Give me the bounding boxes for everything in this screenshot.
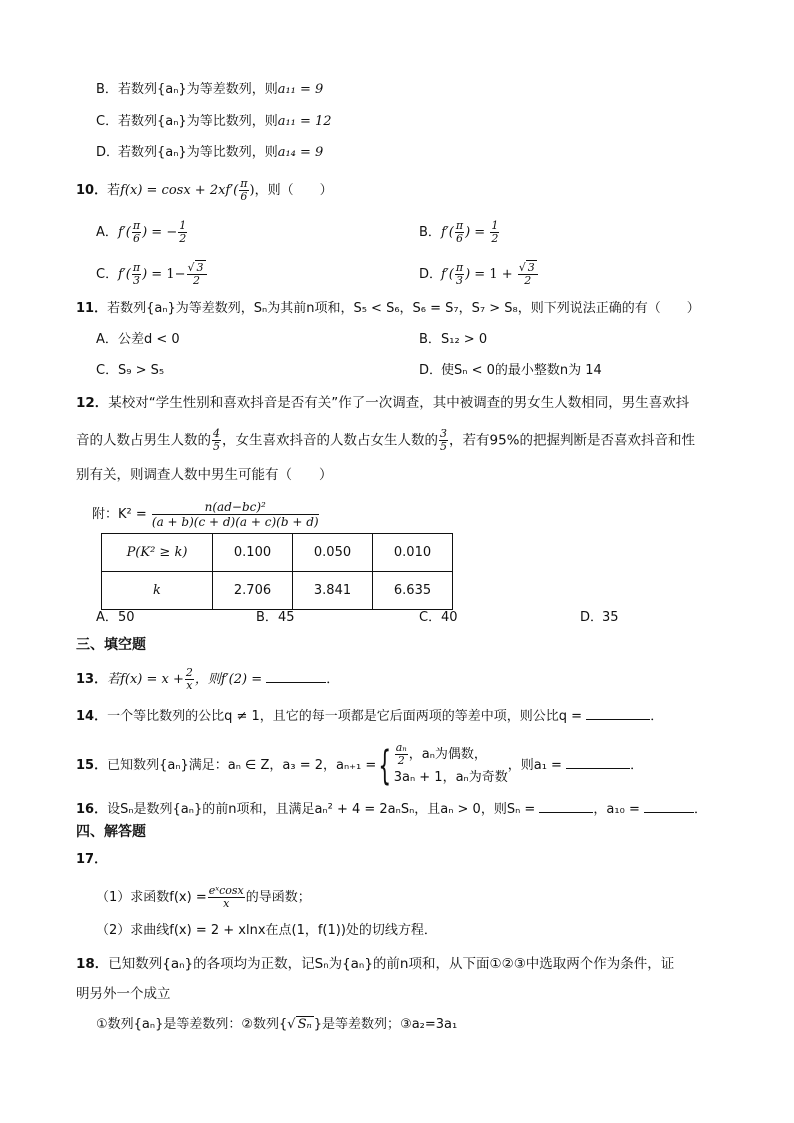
q18-line2: 明另外一个成立 bbox=[76, 986, 171, 1002]
q14: 14．一个等比数列的公比q ≠ 1，且它的每一项都是它后面两项的等差中项，则公比q = ． bbox=[76, 705, 663, 726]
answer-blank[interactable] bbox=[586, 705, 650, 720]
q9-option-d: D．若数列{aₙ}为等比数列，则a₁₄ = 9 bbox=[96, 145, 324, 160]
q11-option-d: D．使Sₙ < 0的最小整数n为 14 bbox=[419, 363, 602, 378]
table-row: P(K² ≥ k) 0.100 0.050 0.010 bbox=[102, 534, 453, 572]
answer-blank-sn[interactable] bbox=[539, 798, 593, 813]
q12-line3: 别有关，则调查人数中男生可能有（ ） bbox=[76, 467, 333, 483]
q18-conditions: ①数列{aₙ}是等差数列：②数列{√ Sₙ }是等差数列；③a₂=3a₁ bbox=[96, 1017, 458, 1032]
section-heading-fill-in: 三、填空题 bbox=[76, 637, 146, 653]
q12-option-d: D．35 bbox=[580, 610, 619, 625]
q12-line1: 12．某校对“学生性别和喜欢抖音是否有关”作了一次调查，其中被调查的男女生人数相同，男生喜欢抖 bbox=[76, 395, 690, 411]
k2-critical-value-table bbox=[101, 533, 453, 610]
q17-part1: （1）求函数f(x) = $\frac{\text{eˣcosx}}{x}$ 的导函数； bbox=[96, 884, 311, 910]
q17-part2: （2）求曲线f(x) = 2 + xlnx在点(1，f(1))处的切线方程． bbox=[96, 923, 437, 938]
q17-number: 17． bbox=[76, 852, 108, 867]
q9-option-c: C．若数列{aₙ}为等比数列，则a₁₁ = 12 bbox=[96, 114, 332, 129]
q13: 13．若f(x) = x + $\frac{2}{x}$ ，则f′(2) = ． bbox=[76, 666, 340, 692]
answer-blank-a10[interactable] bbox=[644, 798, 694, 813]
q12-option-a: A．50 bbox=[96, 610, 135, 625]
q15: 15．已知数列{aₙ}满足：aₙ ∈ Z，a₃ = 2，aₙ₊₁ ={ $\frac{\text{aₙ}}{2}$ ，aₙ为偶数， 3aₙ + 1，aₙ为奇数 ，则a₁ = ． bbox=[76, 741, 644, 789]
q10-option-b: B．f′( $\frac{\pi}{6}$ ) = $\frac{1}{2}$ bbox=[419, 219, 499, 245]
q10-stem: 10．若f(x) = cosx + 2xf′( $\frac{\pi}{6}$ )，则（ ） bbox=[76, 177, 333, 203]
q11-option-b: B．S₁₂ > 0 bbox=[419, 332, 488, 347]
table-row: k 2.706 3.841 6.635 bbox=[102, 572, 453, 610]
answer-blank[interactable] bbox=[266, 668, 326, 683]
q10-option-d: D．f′( $\frac{\pi}{3}$ ) = 1 + $\frac{√ 3}{2}$ bbox=[419, 262, 539, 287]
q9-option-b: B．若数列{aₙ}为等差数列，则a₁₁ = 9 bbox=[96, 82, 324, 97]
section-heading-solutions: 四、解答题 bbox=[76, 824, 146, 840]
q11-option-a: A．公差d < 0 bbox=[96, 332, 180, 347]
q11-option-c: C．S₉ > S₅ bbox=[96, 363, 165, 378]
q10-frac: $\frac{\pi}{6}$ bbox=[240, 177, 248, 203]
q12-appendix-formula: 附：K² = $\frac{\text{n(ad−bc)²}}{(a + b)(c + d)(a + c)(b + d)}$ bbox=[92, 500, 319, 529]
q16: 16．设Sₙ是数列{aₙ}的前n项和，且满足aₙ² + 4 = 2aₙSₙ，且aₙ > 0，则Sₙ = ，a₁₀ = ． bbox=[76, 798, 707, 819]
q12-option-b: B．45 bbox=[256, 610, 295, 625]
q12-line2: 音的人数占男生人数的 $\frac{4}{5}$ ，女生喜欢抖音的人数占女生人数的 $\frac{3}{5}$ ，若有95%的把握判断是否喜欢抖音和性 bbox=[76, 427, 696, 453]
q10-option-c: C．f′( $\frac{\pi}{3}$ ) = 1− $\frac{√ 3}{2}$ bbox=[96, 262, 208, 287]
q12-option-c: C．40 bbox=[419, 610, 458, 625]
q18-line1: 18．已知数列{aₙ}的各项均为正数，记Sₙ为{aₙ}的前n项和，从下面①②③中选取两个作为条件，证 bbox=[76, 956, 675, 972]
q11-stem: 11．若数列{aₙ}为等差数列，Sₙ为其前n项和，S₅ < S₆，S₆ = S₇，S₇ > S₈，则下列说法正确的有（ ） bbox=[76, 301, 700, 316]
q10-option-a: A．f′( $\frac{\pi}{6}$ ) = − $\frac{1}{2}$ bbox=[96, 219, 187, 245]
answer-blank[interactable] bbox=[566, 754, 630, 769]
